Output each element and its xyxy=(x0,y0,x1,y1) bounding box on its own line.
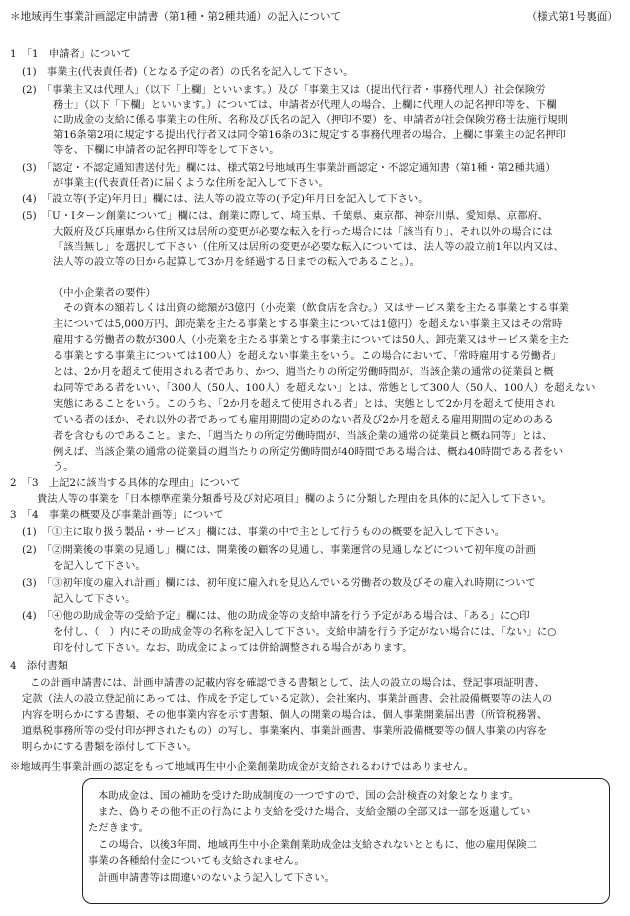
sme-line: ている者のほか、それ以外の者であっても雇用期間の定めのない者及び2か月を超える雇用期間の定めのある xyxy=(53,414,554,426)
sme-line: 実態にあることをいう。このうち、「2か月を超えて使用される者」とは、実態として2か月を超えて使用され xyxy=(53,398,556,410)
notice-line: 計画申請書等は間違いのないよう記入して下さい。 xyxy=(98,872,335,884)
item-3-4-line: (4) 「④他の助成金等の受給予定」欄には、他の助成金等の支給申請を行う予定がある場合は、「ある」に○印 xyxy=(22,610,530,622)
section-1-heading: 1 「1 申請者」について xyxy=(10,48,132,60)
attachments-line: この計画申請書には、計画申請書の記載内容を確認できる書類として、法人の設立の場合は、登記事項証明書、 xyxy=(30,677,545,689)
item-1-5-line: 法人等の設立等の日から起算して3か月を経過する日までの転入であること。）。 xyxy=(53,256,420,268)
item-3-2-line: (2) 「②開業後の事業の見通し」欄には、開業後の顧客の見通し、事業運営の見通しなどについて初年度の計画 xyxy=(22,544,536,556)
item-3-4-line: 印を付して下さい。なお、助成金によっては併給調整される場合があります。 xyxy=(53,642,413,654)
section-2-heading: 2 「3 上記2に該当する具体的な理由」について xyxy=(10,477,241,489)
item-3-2-line: を記入して下さい。 xyxy=(53,560,146,572)
notice-line: また、偽りその他不正の行為により支給を受けた場合、支給金額の全部又は一部を返還してい xyxy=(98,806,531,818)
item-1-4: (4) 「設立等(予定)年月日」欄には、法人等の設立等の(予定)年月日を記入して下さい。 xyxy=(22,193,429,205)
sme-line: う。 xyxy=(53,461,74,473)
sme-line: 例えば、当該企業の通常の従業員の週当たりの所定労働時間が40時間である場合は、概ね40時間である者をい xyxy=(53,446,564,458)
section-4-heading: 4 添付書類 xyxy=(10,660,69,672)
attachments-line: 道県税事務所等の受付印が押されたもの）の写し、事業案内、事業計画書、事業所設備概要等の個人事業の内容を xyxy=(22,725,548,737)
document-title: ＊地域再生事業計画認定申請書（第1種・第2種共通）の記入について xyxy=(10,11,342,23)
item-1-5-line: (5) 「U・Iターン創業について」欄には、創業に際して、埼玉県、千葉県、東京都、神奈川県、愛知県、京都府、 xyxy=(22,210,549,222)
item-1-3-line: が事業主(代表責任者)に届くような住所を記入して下さい。 xyxy=(53,177,329,189)
item-3-3-line: (3) 「③初年度の雇入れ計画」欄には、初年度に雇入れを見込んでいる労働者の数及びその雇入れ時期について xyxy=(22,577,536,589)
notice-line: ただきます。 xyxy=(88,822,149,834)
item-3-3-line: 記入して下さい。 xyxy=(53,593,136,605)
form-reference: （様式第1号裏面） xyxy=(526,11,618,23)
item-1-3-line: (3) 「認定・不認定通知書送付先」欄には、様式第2号地域再生事業計画認定・不認定通知書（第1種・第2種共通） xyxy=(22,162,556,174)
sme-line: 者を含むものであること。また、「週当たりの所定労働時間が、当該企業の通常の従業員と概ね同等」とは、 xyxy=(53,430,553,442)
attachments-line: 明らかにする書類を添付して下さい。 xyxy=(22,741,198,753)
notice-line: この場合、以後3年間、地域再生中小企業創業助成金は支給されないとともに、他の雇用保険二 xyxy=(98,839,538,851)
disclaimer-note: ※地域再生事業計画の認定をもって地域再生中小企業創業助成金が支給されるわけではありません。 xyxy=(10,761,474,773)
item-1-2-line: 第16条第2項に規定する提出代行者又は同令第16条の3に規定する事務代理者の場合、上欄に事業主の記名押印 xyxy=(53,129,566,141)
sme-line: ね同等である者をいい、「300人（50人、100人）を超えない」とは、常態として300人（50人、100人）を超えない xyxy=(53,382,596,394)
item-1-2-line: 等を、下欄に申請者の記名押印等をして下さい。 xyxy=(53,144,280,156)
section-3-heading: 3 「4 事業の概要及び事業計画等」について xyxy=(10,509,224,521)
attachments-line: 内容を明らかにする書類、その他事業内容を示す書類、個人の開業の場合は、個人事業開業届出書（所管税務署、 xyxy=(22,709,548,721)
sme-line: とは、2か月を超えて使用される者であり、かつ、週当たりの所定労働時間が、当該企業の通常の従業員と概 xyxy=(53,366,554,378)
item-1-5-line: 大阪府及び兵庫県から住所又は居所の変更が必要な転入を行った場合には「該当有り」、それ以外の場合には xyxy=(53,226,553,238)
sme-line: る事業とする事業主については100人）を超えない事業主をいう。この場合において、「常時雇用する労働者」 xyxy=(53,350,562,362)
item-3-1: (1) 「①主に取り扱う製品・サービス」欄には、事業の中で主として行うものの概要を記入して下さい。 xyxy=(22,526,506,538)
item-1-2-line: に助成金の支給に係る事業主の住所、名称及び氏名の記入（押印不要）を、申請者が社会保険労務士法施行規則 xyxy=(53,114,568,126)
item-3-4-line: を付し、（ ）内にその助成金等の名称を記入して下さい。支給申請を行う予定がない場合には、「ない」に○ xyxy=(53,626,557,638)
section-2-text: 貴法人等の事業を「日本標準産業分類番号及び対応項目」欄のように分類した理由を具体的に記入して下さい。 xyxy=(37,493,552,505)
item-1-2-line: 務士」（以下「下欄」といいます。）については、申請者が代理人の場合、上欄に代理人の記名押印等を、下欄 xyxy=(53,99,557,111)
sme-line: その資本の額若しくは出資の総額が3億円（小売業（飲食店を含む。）又はサービス業を主たる事業とする事業 xyxy=(63,302,569,314)
notice-line: 本助成金は、国の補助を受けた助成制度の一つですので、国の会計検査の対象となります。 xyxy=(98,790,520,802)
item-1-5-line: 「該当無し」を選択して下さい（住所又は居所の変更が必要な転入については、法人等の設立前1年以内又は、 xyxy=(53,241,564,253)
item-1-1: (1) 事業主(代表責任者)（となる予定の者）の氏名を記入して下さい。 xyxy=(22,66,354,78)
item-1-2-line: (2) 「事業主又は代理人」（以下「上欄」といいます。）及び「事業主又は（提出代行者・事務代理人）社会保険労 xyxy=(22,84,546,96)
attachments-line: 定款（法人の設立登記前にあっては、作成を予定している定款）、会社案内、事業計画書、会社設備概要等の法人の xyxy=(22,693,553,705)
sme-line: 主については5,000万円、卸売業を主たる事業とする事業主については1億円）を超えない事業主又はその常時 xyxy=(53,318,563,330)
notice-line: 事業の各種給付金についても支給されません。 xyxy=(88,855,305,867)
sme-heading: （中小企業者の要件） xyxy=(53,287,156,299)
sme-line: 雇用する労働者の数が300人（小売業を主たる事業とする事業主については50人、卸売業又はサービス業を主た xyxy=(53,334,570,346)
